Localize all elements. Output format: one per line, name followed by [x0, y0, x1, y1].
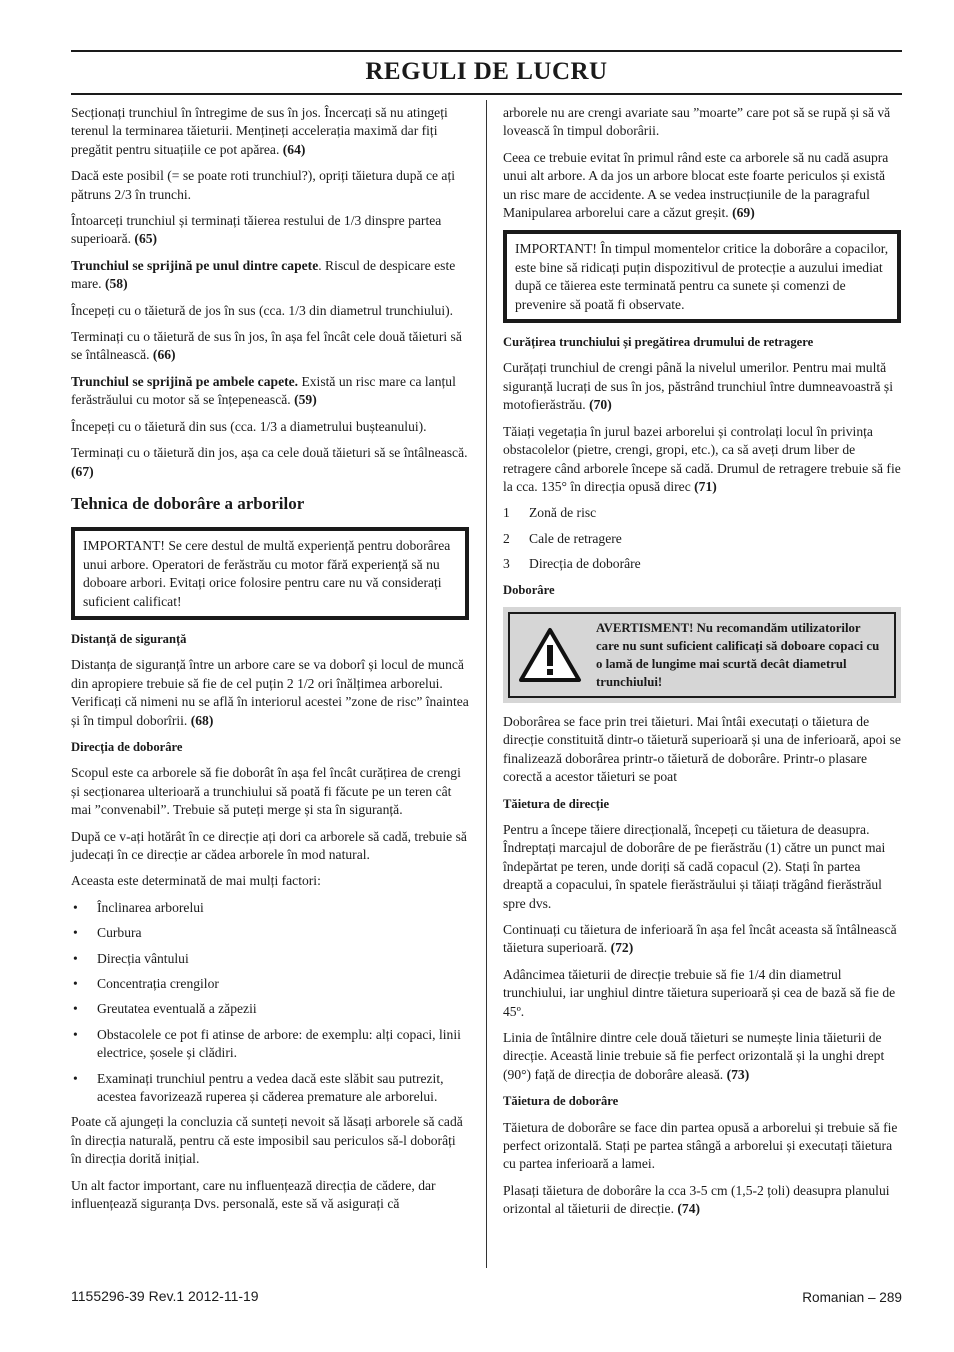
list-item: 2 Cale de retragere [503, 530, 622, 546]
subheading-felling-direction: Direcția de doborâre [71, 739, 183, 754]
bullet-icon: • [73, 1001, 78, 1017]
paragraph: Începeți cu o tăietură de jos în sus (cca. 1/3 din diametrul trunchiului). [71, 302, 454, 318]
figure-ref: (58) [104, 276, 128, 292]
paragraph: Terminați cu o tăietură din jos, așa ca cele două tăieturi să se întâlnească. (67) [71, 445, 468, 479]
list-item: • Direcția vântului [71, 950, 469, 968]
important-box [503, 230, 901, 323]
list-item: • Înclinarea arborelui [71, 899, 469, 917]
list-item: • Greutatea eventuală a zăpezii [71, 1000, 469, 1018]
paragraph: Pentru a începe tăiere direcțională, începeți cu tăietura de deasupra. Îndreptați marcajul de doborâre de pe fierăstrău (1) către un punct mai îndepărtat pe teren, unde doriți să cadă copacul (2). Stați în partea dreaptă a copacului, în spatele fierăstrăului și tăiați trăgând fierăstrăul spre dvs. [503, 821, 886, 911]
bullet-icon: • [73, 950, 78, 966]
zone-list [503, 504, 901, 573]
paragraph: Scopul este ca arborele să fie doborât în așa fel încât curățirea de crengi și secționarea ulterioară a trunchiului să poată fi făcute pe un teren cât mai ”convenabil”. Trebuie să puteți merge și sta în siguranță. [71, 765, 461, 818]
figure-ref: (65) [134, 231, 158, 247]
paragraph: Poate că ajungeți la concluzia că sunteți nevoit să lăsați arborele să cadă în direcția naturală, pentru că este imposibil sau periculos să-l doborâți în direcția dorită inițial. [71, 1114, 463, 1167]
list-item: 1 Zonă de risc [503, 505, 597, 521]
figure-ref: (73) [726, 1066, 750, 1082]
figure-ref: (70) [589, 397, 612, 413]
list-item: • Obstacolele ce pot fi atinse de arbore: de exemplu: alți copaci, linii electrice, șosele și clădiri. [73, 1026, 461, 1061]
list-item: • Curbura [71, 924, 469, 942]
warning-frame [508, 612, 896, 698]
paragraph: Distanța de siguranță între un arbore care se va doborî și locul de muncă din apropiere trebuie să fie de cel puțin 2 1/2 ori înălțimea arborelui. Verificați că nimeni nu se află în interiorul acestei ”zone de risc” înaintea și în timpul doborîrii. (68) [71, 657, 469, 728]
figure-ref: (74) [677, 1201, 701, 1217]
figure-ref: (66) [152, 347, 176, 363]
paragraph: Tăietura de doborâre se face din partea opusă a arborelui și trebuie să fie perfect orizontală. Stați pe partea stângă a arborelui și executați tăietura cu partea inferioară a lamei. [503, 1119, 898, 1172]
paragraph: Începeți cu o tăietură din sus (cca. 1/3 a diametrului bușteanului). [71, 418, 427, 434]
bullet-icon: • [73, 976, 78, 992]
paragraph: După ce v-ați hotărât în ce direcție ați dori ca arborele să cadă, trebuie să judecați în ce direcție ar cădea arborele în mod natural. [71, 828, 467, 862]
page-title: REGULI DE LUCRU [365, 58, 608, 85]
figure-ref: (59) [294, 392, 317, 408]
figure-ref: (68) [190, 712, 214, 728]
subheading-limbing: Curățirea trunchiului și pregătirea drumului de retragere [503, 335, 814, 350]
left-column [71, 104, 469, 1222]
paragraph: arborele nu are crengi avariate sau ”moarte” care pot să se rupă și să vă lovească în timpul doborârii. [503, 105, 891, 139]
paragraph: Un alt factor important, care nu influențează direcția de cădere, dar influențează siguranța Dvs. personală, este să vă asigurați că [71, 1177, 436, 1212]
header-rule-top [71, 50, 902, 52]
list-item: • Examinați trunchiul pentru a vedea dacă este slăbit sau putrezit, acestea favorizează ruperea și căderea premature ale arborelui. [73, 1070, 444, 1105]
right-column [503, 104, 901, 1227]
subheading-felling: Doborâre [503, 582, 555, 597]
section-heading: Tehnica de doborâre a arborilor [71, 493, 305, 513]
bullet-icon: • [73, 899, 78, 915]
list-item: • Concentrația crengilor [71, 975, 469, 993]
paragraph: Linia de întâlnire dintre cele două tăieturi se numește linia tăieturii de direcție. Această linie trebuie să fie perfect orizontală și la unghi drept (90°) față de direcția de doborâre aleasă. (73) [503, 1030, 885, 1082]
paragraph: Dacă este posibil (= se poate roti trunchiul?), opriți tăietura după ce ați pătruns 2/3 în trunchi. [71, 168, 455, 202]
paragraph: Plasați tăietura de doborâre la cca 3-5 cm (1,5-2 țoli) deasupra planului orizontal al tăieturii de direcție. (74) [503, 1182, 890, 1217]
factor-list [71, 899, 469, 1107]
subheading-directional-cut: Tăietura de direcție [503, 796, 610, 811]
page-number: Romanian – 289 [802, 1290, 902, 1305]
warning-text: AVERTISMENT! Nu recomandăm utilizatorilor care nu sunt suficient calificați să doboare copaci cu o lamă de lungime mai scurtă decât diametrul trunchiului! [596, 620, 880, 689]
subheading-safety-distance: Distanță de siguranță [71, 631, 187, 646]
figure-ref: (71) [694, 478, 717, 494]
paragraph: Curățați trunchiul de crengi până la nivelul umerilor. Pentru mai multă siguranță lucrați de sus în jos, păstrând trunchiul între dumneavoastră și motofierăstrău. (70) [503, 360, 893, 413]
warning-box [503, 607, 901, 703]
header-rule-bottom [71, 93, 902, 95]
subheading-felling-cut: Tăietura de doborâre [503, 1094, 619, 1109]
paragraph: Adâncimea tăieturii de direcție trebuie să fie 1/4 din diametrul trunchiului, iar unghiul dintre tăietura superioară și cea de bază să fie de 45º. [503, 966, 896, 1019]
important-text: IMPORTANT! Se cere destul de multă experiență pentru doborârea unui arbore. Operatori de ferăstrău cu motor fără experiență să nu doboare arbori. Evitați orice folosire pentru care nu vă considerați suficient calificat! [83, 538, 451, 609]
paragraph: Terminați cu o tăietură de sus în jos, în așa fel încât cele două tăieturi să se întâlnească. (66) [71, 329, 462, 363]
paragraph: Doborârea se face prin trei tăieturi. Mai întâi executați o tăietura de direcție constituită dintr-o tăietură superioară și una de inferioară, apoi se finalizează doborârea printr-o tăietură de doborâre. Printr-o plasare corectă a acestor tăieturi se poat [503, 713, 901, 785]
paragraph: Trunchiul se sprijină pe ambele capete. Există un risc mare ca lanțul ferăstrăului cu motor să se înțepenească. (59) [71, 373, 456, 408]
bullet-icon: • [73, 1026, 78, 1042]
paragraph: Tăiați vegetația în jurul bazei arborelui și controlați locul în privința obstacolelor (pietre, crengi, gropi, etc.), ca să aveți drum liber de retragere când arborele începe să cadă. Drumul de retragere trebuie să fie la cca. 135° în direcția opusă direc (71) [503, 423, 901, 494]
document-id: 1155296-39 Rev.1 2012-11-19 [71, 1288, 259, 1304]
figure-ref: (69) [732, 205, 755, 221]
paragraph: Ceea ce trebuie evitat în primul rând este ca arborele să nu cadă asupra unui alt arbore. A da jos un arbore blocat este foarte periculos și există un risc mare de accidente. A se vedea instrucțiunile de la paragraful Manipularea arborelui care a căzut greșit. (69) [503, 149, 889, 221]
paragraph: Continuați cu tăietura de inferioară în așa fel încât aceasta să întâlnească tăietura superioară. (72) [503, 922, 897, 956]
warning-triangle-icon [518, 627, 582, 683]
important-text: IMPORTANT! În timpul momentelor critice la doborâre a copacilor, este bine să ridicați puțin dispozitivul de protecție a auzului imediat după ce tăierea este terminată pentru ca sunete și comenzi de prevenire să poată fi observate. [515, 241, 889, 312]
column-divider [486, 100, 487, 1268]
paragraph: Aceasta este determinată de mai mulți factori: [71, 873, 321, 889]
figure-ref: (64) [282, 141, 306, 157]
bullet-icon: • [73, 925, 78, 941]
bullet-icon: • [73, 1070, 78, 1086]
paragraph: Trunchiul se sprijină pe unul dintre capete. Riscul de despicare este mare. (58) [71, 257, 456, 292]
paragraph: Secționați trunchiul în întregime de sus în jos. Încercați să nu atingeți terenul la terminarea tăieturii. Mențineți accelerația maximă dar fiți pregătit pentru situațiile ce pot apărea. (64) [71, 105, 448, 157]
important-box [71, 527, 469, 620]
paragraph: Întoarceți trunchiul și terminați tăierea restului de 1/3 dinspre partea superioară. (65) [71, 213, 442, 247]
list-item: 3 Direcția de doborâre [503, 556, 641, 572]
figure-ref: (72) [610, 940, 634, 956]
figure-ref: (67) [71, 463, 94, 479]
